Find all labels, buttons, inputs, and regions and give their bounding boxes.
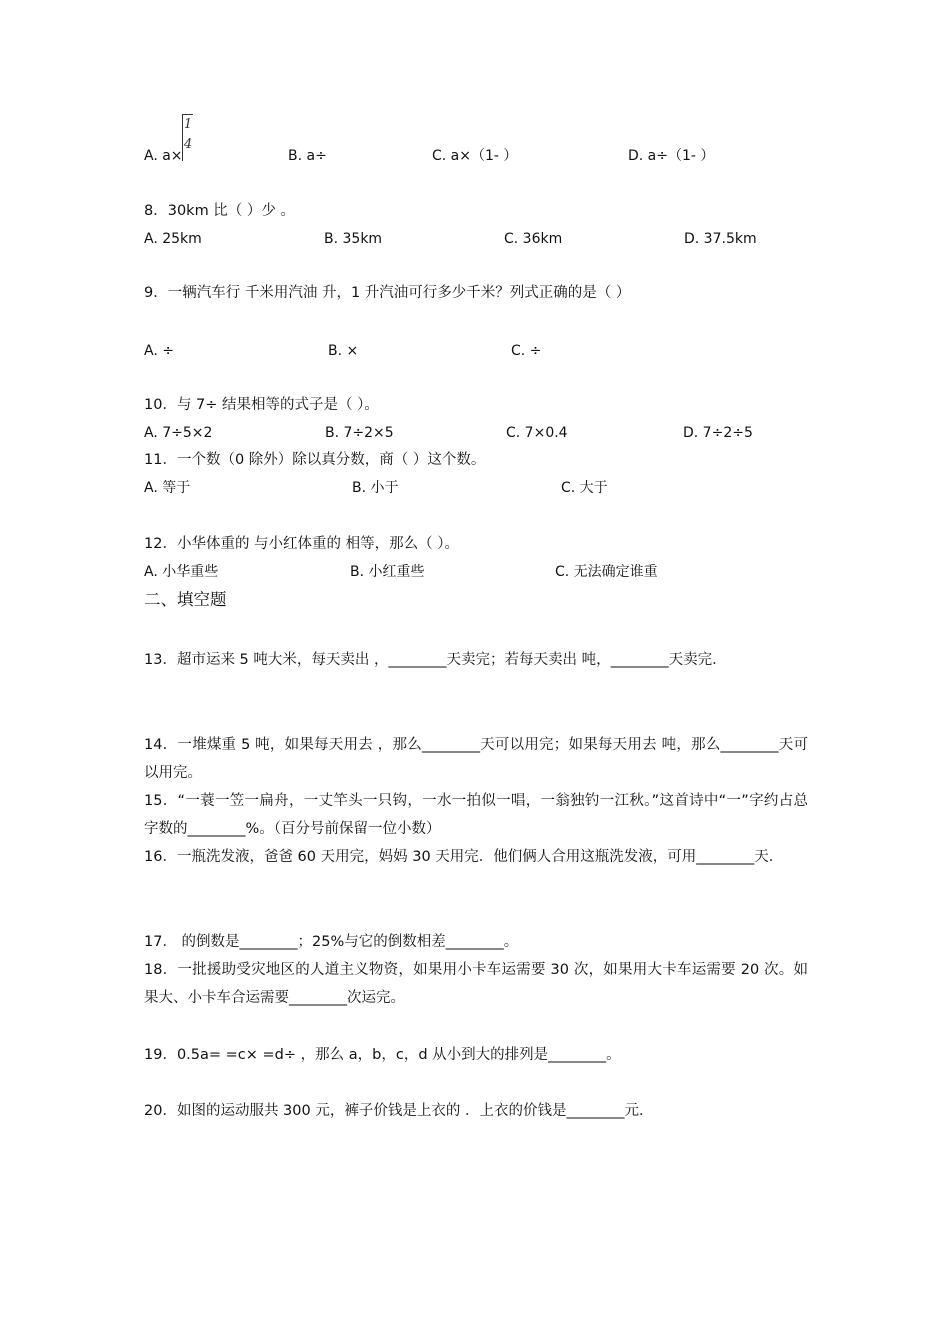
q7-option-c: C. a×（1- ） [432,148,518,164]
q11-question: 11．一个数（0 除外）除以真分数，商（ ）这个数。 [144,452,486,468]
q12-question: 12．小华体重的 与小红体重的 相等，那么（ ）。 [144,536,460,552]
q8-option-b: B. 35km [324,231,383,247]
q11-option-b: B. 小于 [352,480,399,496]
q16-question: 16．一瓶洗发液，爸爸 60 天用完，妈妈 30 天用完．他们俩人合用这瓶洗发液，可用________天． [144,849,784,865]
fraction-denominator: 4 [183,137,193,152]
q10-option-d: D. 7÷2÷5 [683,425,753,441]
q14-question: 14．一堆煤重 5 吨，如果每天用去 ，那么________天可以用完；如果每天用去 吨，那么________天可以用完。 [144,737,808,781]
q10-question: 10．与 7÷ 结果相等的式子是（ ）。 [144,397,379,413]
q7-option-d: D. a÷（1- ） [628,148,715,164]
q9-option-a: A. ÷ [144,343,174,359]
q8-question: 8．30km 比（ ）少 。 [144,203,296,219]
fraction-numerator: 1 [183,117,193,132]
fraction-image [182,114,193,161]
q11-option-a: A. 等于 [144,480,191,496]
q9-option-c: C. ÷ [511,343,542,359]
q19-question: 19．0.5a= =c× =d÷ ，那么 a，b，c，d 从小到大的排列是________。 [144,1047,621,1063]
q15-question: 15．“一蓑一笠一扁舟，一丈竿头一只钩，一水一拍似一唱，一翁独钓一江秋。”这首诗中“一”字约占总字数的________%。（百分号前保留一位小数） [144,793,808,837]
q8-option-a: A. 25km [144,231,202,247]
q10-option-c: C. 7×0.4 [506,425,568,441]
q7-option-a: A. a× [144,148,183,164]
q12-option-c: C. 无法确定谁重 [555,564,658,580]
q8-option-c: C. 36km [504,231,563,247]
q10-option-a: A. 7÷5×2 [144,425,213,441]
q12-option-a: A. 小华重些 [144,564,219,580]
q20-question: 20．如图的运动服共 300 元，裤子价钱是上衣的 ．上衣的价钱是________元． [144,1103,654,1119]
q10-option-b: B. 7÷2×5 [325,425,394,441]
q17-question: 17． 的倒数是________；25%与它的倒数相差________。 [144,934,519,950]
section-title-fill-in: 二、填空题 [144,590,227,609]
q7-option-b: B. a÷ [288,148,327,164]
q18-question: 18．一批援助受灾地区的人道主义物资，如果用小卡车运需要 30 次，如果用大卡车运需要 20 次。如果大、小卡车合运需要________次运完。 [144,962,808,1006]
q9-question: 9．一辆汽车行 千米用汽油 升，1 升汽油可行多少千米？列式正确的是（ ） [144,285,631,301]
q13-question: 13．超市运来 5 吨大米，每天卖出 ，________天卖完；若每天卖出 吨，________天卖完． [144,652,727,668]
q11-option-c: C. 大于 [561,480,608,496]
q12-option-b: B. 小红重些 [350,564,425,580]
q9-option-b: B. × [328,343,359,359]
q8-option-d: D. 37.5km [684,231,757,247]
